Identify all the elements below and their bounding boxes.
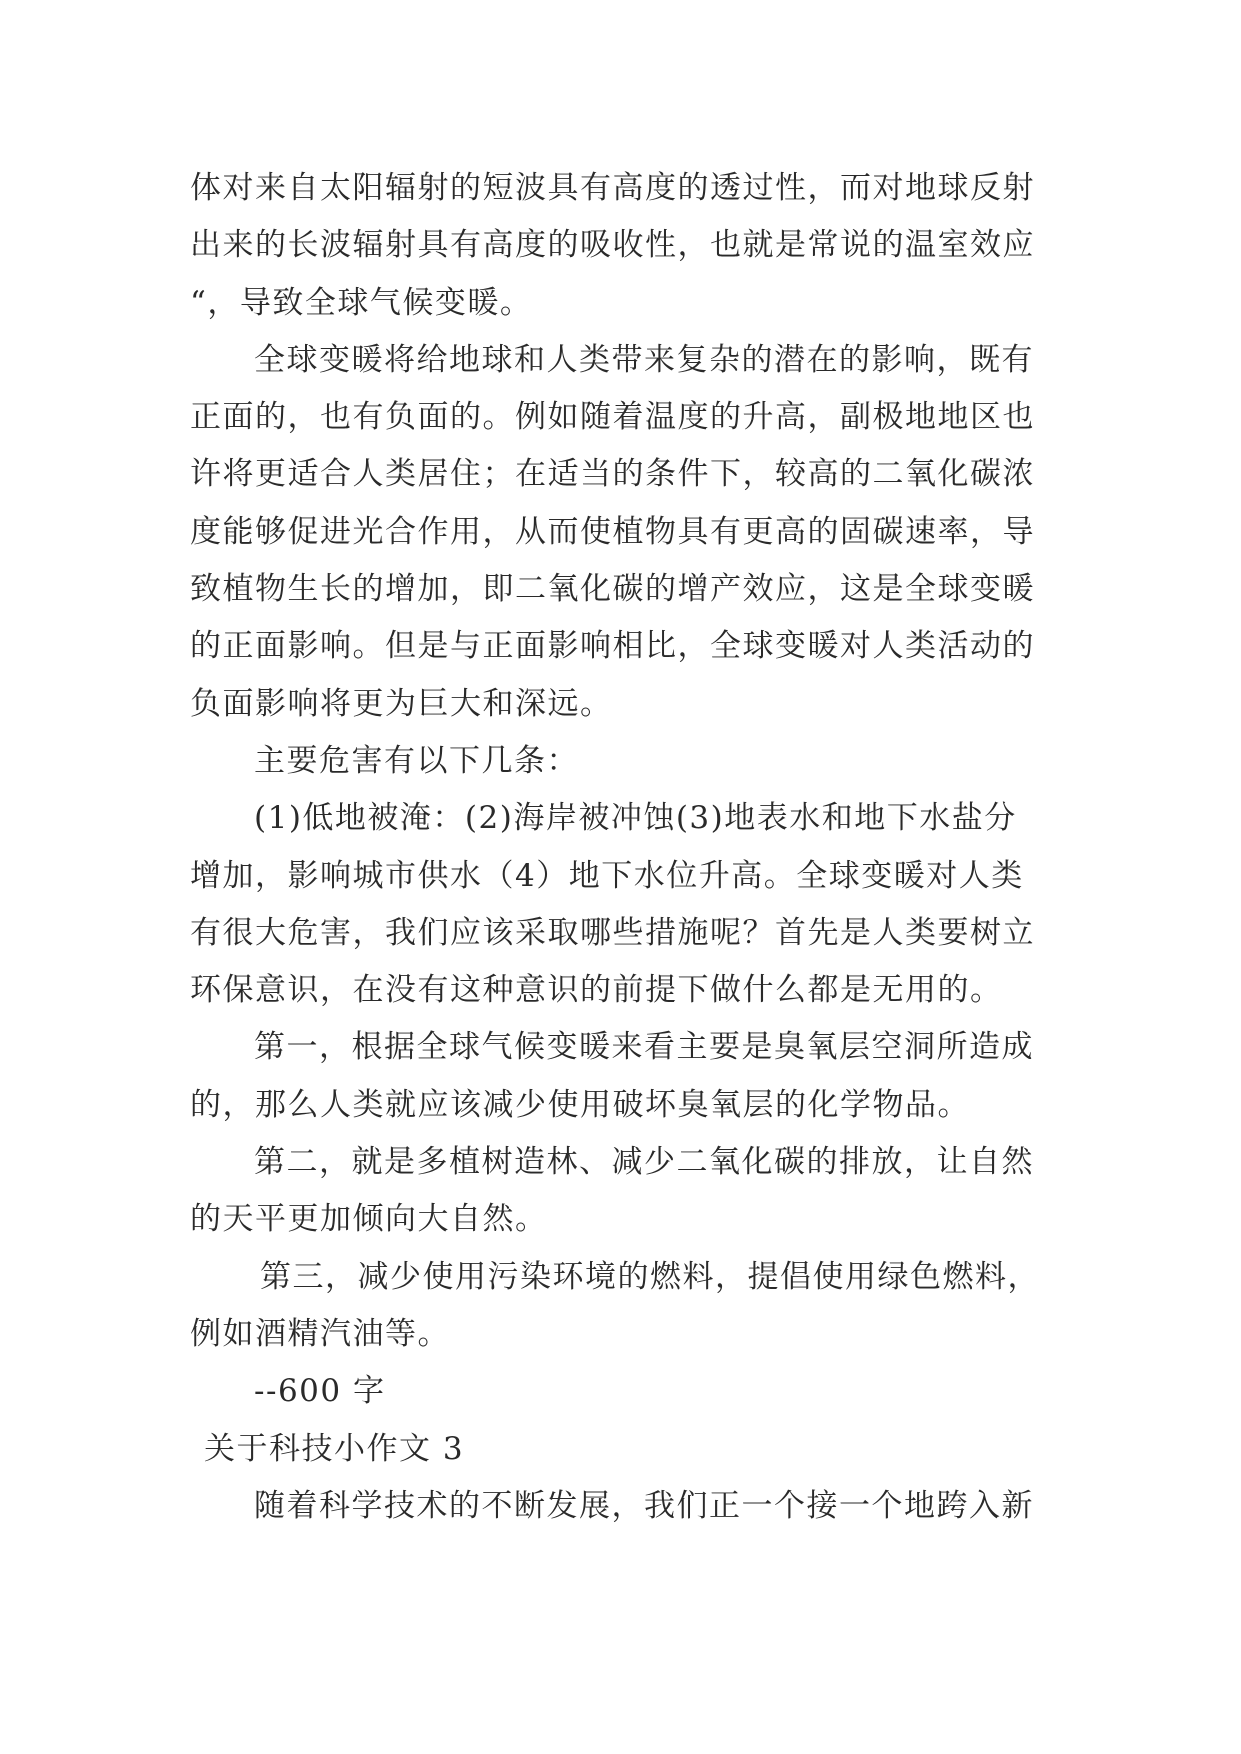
text-line: 的正面影响。但是与正面影响相比，全球变暖对人类活动的 [190,628,1035,665]
text-line: 有很大危害，我们应该采取哪些措施呢？首先是人类要树立 [190,914,1035,951]
paragraph-start: 全球变暖将给地球和人类带来复杂的潜在的影响，既有 [254,341,1034,378]
paragraph-start: 第三，减少使用污染环境的燃料，提倡使用绿色燃料， [260,1258,1040,1295]
text-line: 例如酒精汽油等。 [190,1315,450,1352]
text-line: 正面的，也有负面的。例如随着温度的升高，副极地地区也 [190,399,1035,436]
section-heading: 关于科技小作文 3 [204,1430,465,1467]
text-line: 致植物生长的增加，即二氧化碳的增产效应，这是全球变暖 [190,571,1035,608]
text-line: 出来的长波辐射具有高度的吸收性，也就是常说的温室效应 [190,227,1035,264]
text-line: 体对来自太阳辐射的短波具有高度的透过性，而对地球反射 [190,170,1035,206]
paragraph-start: 随着科学技术的不断发展，我们正一个接一个地跨入新 [254,1487,1034,1524]
text-line: 许将更适合人类居住；在适当的条件下，较高的二氧化碳浓 [190,456,1035,493]
text-line: 负面影响将更为巨大和深远。 [190,685,613,722]
text-line: 度能够促进光合作用，从而使植物具有更高的固碳速率，导 [190,513,1035,550]
text-line: 的，那么人类就应该减少使用破坏臭氧层的化学物品。 [190,1086,970,1123]
paragraph-start: 第一，根据全球气候变暖来看主要是臭氧层空洞所造成 [254,1029,1034,1066]
text-line: 环保意识，在没有这种意识的前提下做什么都是无用的。 [190,972,1003,1009]
word-count: --600 字 [254,1373,386,1410]
text-line: “，导致全球气候变暖。 [190,284,533,321]
text-line: 的天平更加倾向大自然。 [190,1201,548,1238]
paragraph-start: (1)低地被淹：(2)海岸被冲蚀(3)地表水和地下水盐分 [254,800,1017,837]
paragraph-start: 主要危害有以下几条： [254,742,579,779]
paragraph-start: 第二，就是多植树造林、减少二氧化碳的排放，让自然 [254,1144,1034,1181]
document-body [190,160,1060,1535]
text-line: 增加，影响城市供水（4）地下水位升高。全球变暖对人类 [190,857,1024,894]
